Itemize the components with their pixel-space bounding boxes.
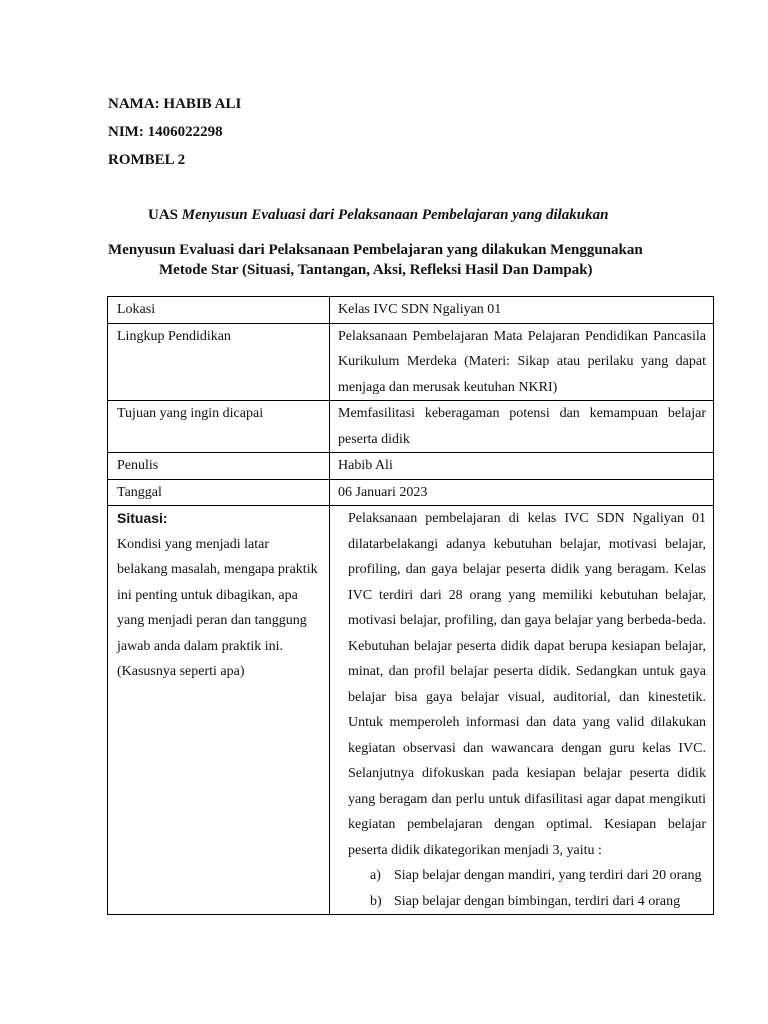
subtitle-line-1: Menyusun Evaluasi dari Pelaksanaan Pembelajaran yang dilakukan Menggunakan <box>108 242 643 258</box>
subtitle-line-2: Metode Star (Situasi, Tantangan, Aksi, Refleksi Hasil Dan Dampak) <box>159 262 593 278</box>
row-label-lingkup: Lingkup Pendidikan <box>108 323 330 401</box>
situasi-label-cell <box>108 506 330 915</box>
table-row-situasi <box>108 506 714 915</box>
table-row <box>108 453 714 480</box>
situasi-body: Pelaksanaan pembelajaran di kelas IVC SDN Ngaliyan 01 dilatarbelakangi adanya kebutuhan belajar, motivasi belajar, profiling, dan gaya belajar peserta didik yang beragam. Kelas IVC terdiri dari 28 orang yang memiliki kebutuhan belajar, motivasi belajar, profiling, dan gaya belajar yang berbeda-beda. Kebutuhan belajar peserta didik dapat berupa kesiapan belajar, minat, dan profil belajar peserta didik. Sedangkan untuk gaya belajar bisa gaya belajar visual, auditorial, dan kinestetik. Untuk memperoleh informasi dan data yang valid dilakukan kegiatan observasi dan wawancara dengan guru kelas IVC. Selanjutnya difokuskan pada kesiapan belajar peserta didik yang beragam dan perlu untuk difasilitasi agar dapat mengikuti kegiatan pembelajaran dengan optimal. Kesiapan belajar peserta didik dikategorikan menjadi 3, yaitu : <box>348 511 706 858</box>
row-label-lokasi: Lokasi <box>108 297 330 324</box>
row-value-tujuan: Memfasilitasi keberagaman potensi dan kemampuan belajar peserta didik <box>330 401 714 453</box>
situasi-value-cell <box>330 506 714 915</box>
row-value-lokasi: Kelas IVC SDN Ngaliyan 01 <box>330 297 714 324</box>
star-evaluation-table <box>107 296 714 915</box>
situasi-note: (Kasusnya seperti apa) <box>117 664 245 679</box>
list-marker: b) <box>370 893 382 909</box>
situasi-description: Kondisi yang menjadi latar belakang masalah, mengapa praktik ini penting untuk dibagikan, apa yang menjadi peran dan tanggung jawab anda dalam praktik ini. <box>117 536 318 654</box>
row-label-tanggal: Tanggal <box>108 479 330 506</box>
row-value-tanggal: 06 Januari 2023 <box>330 479 714 506</box>
student-rombel: ROMBEL 2 <box>108 152 186 168</box>
list-item <box>370 889 706 915</box>
kesiapan-list <box>338 863 706 914</box>
list-item <box>370 863 706 889</box>
table-row <box>108 401 714 453</box>
student-name: NAMA: HABIB ALI <box>108 96 242 112</box>
list-item-text: Siap belajar dengan bimbingan, terdiri dari 4 orang <box>394 893 681 909</box>
list-marker: a) <box>370 868 381 883</box>
row-label-penulis: Penulis <box>108 453 330 480</box>
row-value-lingkup: Pelaksanaan Pembelajaran Mata Pelajaran Pendidikan Pancasila Kurikulum Merdeka (Materi: Sikap atau perilaku yang dapat menjaga dan merusak keutuhan NKRI) <box>330 323 714 401</box>
document-subtitle <box>108 240 668 280</box>
exam-title <box>148 207 609 224</box>
exam-prefix: UAS <box>148 207 179 223</box>
student-nim: NIM: 1406022298 <box>108 124 223 140</box>
row-value-penulis: Habib Ali <box>330 453 714 480</box>
table-row <box>108 297 714 324</box>
exam-subject: Menyusun Evaluasi dari Pelaksanaan Pembelajaran yang dilakukan <box>181 207 609 223</box>
list-item-text: Siap belajar dengan mandiri, yang terdiri dari 20 orang <box>394 868 702 883</box>
row-label-tujuan: Tujuan yang ingin dicapai <box>108 401 330 453</box>
table-row <box>108 479 714 506</box>
situasi-heading: Situasi: <box>117 510 168 526</box>
table-row <box>108 323 714 401</box>
